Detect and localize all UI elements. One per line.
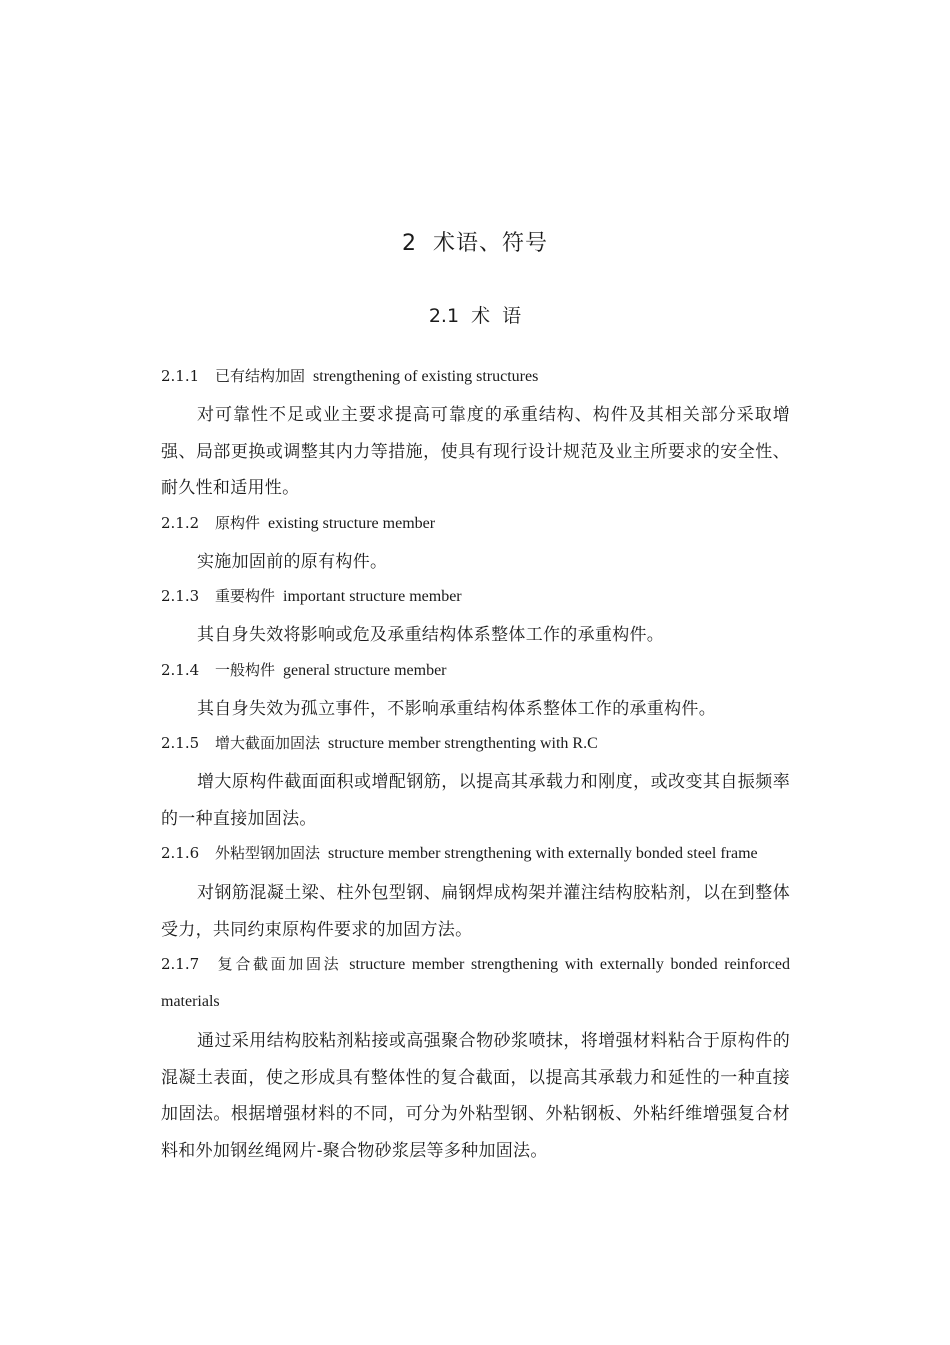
chapter-title: 2 术语、符号 bbox=[402, 231, 548, 256]
term-2-1-1 bbox=[161, 361, 790, 507]
term-2-1-4 bbox=[161, 655, 790, 728]
term-english-name: existing structure member bbox=[268, 514, 436, 532]
term-definition: 其自身失效为孤立事件，不影响承重结构体系整体工作的承重构件。 bbox=[197, 698, 716, 719]
term-chinese-name: 一般构件 bbox=[215, 660, 276, 679]
term-number: 2.1.5 bbox=[161, 734, 200, 752]
term-chinese-name: 外粘型钢加固法 bbox=[215, 844, 321, 862]
term-2-1-6 bbox=[161, 835, 790, 948]
term-english-name: general structure member bbox=[283, 661, 447, 679]
term-english-name: structure member strengthening with externally bonded reinforced materials bbox=[161, 956, 790, 1010]
term-2-1-7 bbox=[161, 946, 790, 1169]
term-english-name: important structure member bbox=[283, 588, 462, 605]
term-chinese-name: 原构件 bbox=[215, 513, 261, 532]
term-chinese-name: 重要构件 bbox=[215, 587, 276, 605]
term-number: 2.1.4 bbox=[161, 660, 200, 679]
term-definition: 增大原构件截面面积或增配钢筋，以提高其承载力和刚度，或改变其自振频率的一种直接加固法。 bbox=[161, 772, 790, 829]
term-number: 2.1.2 bbox=[161, 513, 200, 532]
term-heading bbox=[161, 835, 790, 872]
term-definition: 通过采用结构胶粘剂粘接或高强聚合物砂浆喷抹，将增强材料粘合于原构件的混凝土表面，使之形成具有整体性的复合截面，以提高其承载力和延性的一种直接加固法。根据增强材料的不同，可分为外粘型钢、外粘钢板、外粘纤维增强复合材料和外加钢丝绳网片-聚合物砂浆层等多种加固法。 bbox=[161, 1031, 790, 1161]
term-heading bbox=[161, 361, 790, 391]
terms-list bbox=[161, 361, 790, 1170]
term-number: 2.1.1 bbox=[161, 367, 200, 385]
term-heading bbox=[161, 946, 790, 1020]
term-heading bbox=[161, 728, 790, 758]
term-number: 2.1.6 bbox=[161, 844, 200, 862]
term-chinese-name: 增大截面加固法 bbox=[215, 734, 321, 752]
term-heading bbox=[161, 508, 790, 538]
term-heading bbox=[161, 655, 790, 685]
term-english-name: structure member strengthenting with R.C bbox=[328, 735, 598, 752]
term-2-1-3 bbox=[161, 581, 790, 654]
term-english-name: strengthening of existing structures bbox=[313, 368, 539, 385]
term-definition: 其自身失效将影响或危及承重结构体系整体工作的承重构件。 bbox=[197, 625, 665, 645]
term-definition: 对可靠性不足或业主要求提高可靠度的承重结构、构件及其相关部分采取增强、局部更换或调整其内力等措施，使具有现行设计规范及业主所要求的安全性、耐久性和适用性。 bbox=[161, 405, 790, 498]
term-heading bbox=[161, 581, 790, 611]
term-number: 2.1.7 bbox=[161, 955, 200, 973]
term-number: 2.1.3 bbox=[161, 587, 200, 605]
section-title: 2.1 术 语 bbox=[428, 305, 522, 327]
term-2-1-2 bbox=[161, 508, 790, 581]
term-2-1-5 bbox=[161, 728, 790, 837]
term-english-name: structure member strengthening with externally bonded steel frame bbox=[328, 845, 758, 862]
term-chinese-name: 复合截面加固法 bbox=[215, 955, 342, 973]
term-chinese-name: 已有结构加固 bbox=[215, 367, 306, 385]
term-definition: 对钢筋混凝土梁、柱外包型钢、扁钢焊成构架并灌注结构胶粘剂，以在到整体受力，共同约束原构件要求的加固方法。 bbox=[161, 883, 790, 940]
term-definition: 实施加固前的原有构件。 bbox=[197, 551, 388, 572]
